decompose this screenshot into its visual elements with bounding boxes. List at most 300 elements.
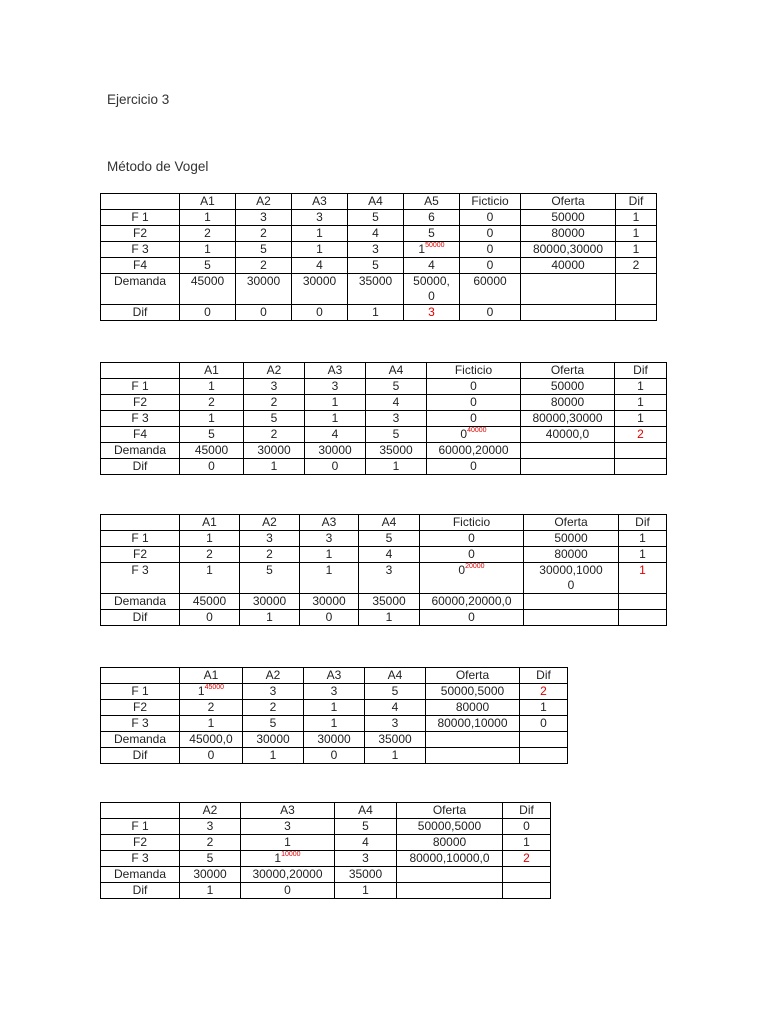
table-cell [348,274,404,305]
table-cell [524,563,619,594]
table-cell [236,274,292,305]
vogel-table-4 [100,667,568,764]
table-cell [619,547,667,563]
table-cell [180,883,241,899]
table-cell [240,610,300,626]
table-cell [101,835,180,851]
cell-value: 5 [204,258,211,272]
cell-value: 5 [392,379,400,393]
table-cell [520,700,568,716]
table-cell [420,547,524,563]
cell-value: 80000 [554,547,588,561]
table-cell [241,819,335,835]
cell-value: 3 [391,716,399,730]
cell-value: 30000,20000 [252,867,323,881]
cell-value: 5 [385,531,393,545]
cell-value: F 1 [131,210,149,224]
table-cell [359,547,420,563]
cell-value: A3 [327,363,343,377]
cell-value: A1 [204,363,219,377]
table-cell [101,563,180,594]
cell-value: 0 [207,748,215,762]
table-cell [241,803,335,819]
cell-value: 1 [206,563,213,577]
table-cell [503,851,551,867]
cell-value: 1 [632,242,640,256]
cell-value: 0 [486,210,494,224]
table-cell [304,716,365,732]
cell-value: 30000 [246,274,281,288]
cell-value: 0 [284,883,291,897]
table-cell [305,363,366,379]
table-cell [460,274,521,305]
table-cell [619,610,667,626]
table-cell [241,867,335,883]
table-cell [615,411,667,427]
table-cell [420,563,524,594]
header-row [101,194,657,210]
cell-value: Dif [132,305,148,319]
table-cell [304,668,365,684]
table-cell [180,363,244,379]
table-cell [404,274,460,305]
table-cell [304,748,365,764]
header-row [101,668,568,684]
cell-value: 1 [632,210,640,224]
cell-value: A2 [202,803,218,817]
cell-value: 1 [362,883,369,897]
table-cell [335,835,397,851]
cell-value: 3 [362,851,369,865]
allocation-superscript: 20000 [465,563,485,570]
cell-value: A1 [203,668,219,682]
table-row [101,883,551,899]
cell-value: Demanda [113,732,167,746]
table-cell [304,684,365,700]
table-cell [101,305,180,321]
cell-value: A4 [387,668,403,682]
cell-value: 0 [204,305,211,319]
cell-value: 5 [392,427,400,441]
table-cell [300,547,359,563]
table-cell [366,427,427,443]
table-row [101,716,568,732]
cell-value: Demanda [113,594,167,608]
cell-value: 30000,1000 0 [539,563,603,592]
cell-value: 0 [470,459,477,473]
table-cell [300,594,359,610]
vogel-table-2 [100,362,667,475]
cell-value: 1 [208,411,215,425]
table-row [101,395,667,411]
cell-value: F 3 [131,242,149,256]
cell-value: 1 [331,411,339,425]
cell-value: 2 [206,547,213,561]
cell-value: 0 [458,563,466,577]
cell-value: Dif [132,459,148,473]
cell-value: 1 [208,379,215,393]
table-cell [619,594,667,610]
table-cell [101,732,180,748]
table-cell [366,443,427,459]
table-cell [180,748,243,764]
table-cell [404,194,460,210]
table-cell [426,716,520,732]
cell-value: 1 [330,700,338,714]
table-cell [101,242,180,258]
table-row [101,835,551,851]
cell-value: 0 [470,411,477,425]
table-cell [521,258,616,274]
cell-value: 5 [269,716,277,730]
cell-value: 3 [269,684,277,698]
table-cell [180,427,244,443]
table-cell [365,716,426,732]
table-row [101,411,667,427]
table-cell [236,210,292,226]
cell-value: 1 [206,531,213,545]
table-cell [615,443,667,459]
table-cell [359,594,420,610]
table-cell [615,427,667,443]
table-cell [101,363,180,379]
table-cell [359,531,420,547]
cell-value: 2 [270,395,278,409]
vogel-table-3 [100,514,667,626]
cell-value: Oferta [554,515,588,529]
cell-value: 2 [260,226,267,240]
cell-value: F 1 [131,531,149,545]
cell-value: 35000 [348,867,383,881]
table-cell [520,748,568,764]
table-cell [365,668,426,684]
table-cell [365,748,426,764]
table-cell [503,803,551,819]
table-cell [616,258,657,274]
cell-value: 1 [418,242,426,256]
table-cell [243,700,304,716]
table-cell [240,531,300,547]
table-cell [236,242,292,258]
table-cell [101,531,180,547]
table-row [101,531,667,547]
cell-value: 80000,10000 [437,716,508,730]
table-cell [101,411,180,427]
table-cell [180,716,243,732]
cell-value: 4 [392,395,400,409]
table-cell [427,443,521,459]
table-row [101,867,551,883]
table-cell [243,732,304,748]
table-cell [180,610,240,626]
cell-value: A1 [202,515,217,529]
table-cell [366,459,427,475]
table-row [101,748,568,764]
table-cell [241,883,335,899]
cell-value: 1 [540,700,547,714]
cell-value: 3 [206,819,214,833]
cell-value: 80000,10000,0 [409,851,490,865]
cell-value: 2 [204,226,211,240]
table-cell [404,226,460,242]
table-cell [243,684,304,700]
cell-value: 35000 [358,274,393,288]
cell-value: F 1 [131,819,149,833]
table-cell [292,226,348,242]
table-row [101,563,667,594]
document-title: Ejercicio 3 [107,92,170,107]
table-cell [180,194,236,210]
table-cell [460,305,521,321]
table-cell [427,379,521,395]
cell-value: 60000,20000 [438,443,509,457]
cell-value: A3 [312,194,327,208]
table-cell [300,515,359,531]
table-cell [180,242,236,258]
table-cell [243,748,304,764]
table-cell [180,563,240,594]
table-cell [305,395,366,411]
table-cell [236,305,292,321]
cell-value: 2 [637,427,644,441]
table-cell [101,194,180,210]
table-cell [426,732,520,748]
table-cell [615,459,667,475]
table-cell [616,242,657,258]
table-cell [521,427,615,443]
table-cell [348,242,404,258]
cell-value: 3 [266,531,273,545]
table-cell [241,851,335,867]
table-cell [427,395,521,411]
cell-value: 2 [540,684,547,698]
cell-value: 4 [331,427,339,441]
cell-value: 4 [372,226,379,240]
cell-value: 0 [540,716,547,730]
table-cell [335,819,397,835]
table-cell [101,547,180,563]
cell-value: 2 [207,700,215,714]
cell-value: A3 [326,668,342,682]
table-cell [180,803,241,819]
cell-value: 1 [204,210,211,224]
table-cell [101,851,180,867]
table-cell [619,563,667,594]
cell-value: 30000 [302,274,337,288]
cell-value: 80000,30000 [532,411,603,425]
table-cell [404,305,460,321]
table-cell [397,835,503,851]
cell-value: 1 [316,226,323,240]
table-cell [180,732,243,748]
cell-value: 30000 [318,443,352,457]
table-cell [427,411,521,427]
cell-value: F 3 [131,563,149,577]
cell-value: F 1 [131,684,149,698]
cell-value: Dif [132,748,148,762]
table-cell [244,379,305,395]
cell-value: Dif [536,668,551,682]
table-cell [180,835,241,851]
table-cell [460,194,521,210]
header-row [101,515,667,531]
table-cell [420,594,524,610]
cell-value: 3 [385,563,393,577]
table-cell [366,363,427,379]
table-cell [292,210,348,226]
table-cell [366,379,427,395]
table-cell [244,363,305,379]
cell-value: 35000 [379,443,413,457]
table-cell [101,748,180,764]
cell-value: 50000 [551,210,585,224]
cell-value: 1 [639,531,646,545]
table-cell [101,226,180,242]
table-cell [300,531,359,547]
table-cell [305,411,366,427]
table-cell [365,684,426,700]
cell-value: Demanda [113,443,167,457]
table-cell [180,851,241,867]
table-cell [101,668,180,684]
cell-value: 3 [316,210,323,224]
cell-value: Oferta [455,668,490,682]
table-cell [397,867,503,883]
table-cell [335,803,397,819]
method-subtitle: Método de Vogel [107,159,209,174]
table-cell [180,594,240,610]
table-cell [240,563,300,594]
cell-value: 1 [316,242,323,256]
cell-value: 5 [391,684,399,698]
cell-value: 5 [208,427,215,441]
cell-value: A4 [388,363,404,377]
cell-value: 30000 [317,732,351,746]
table-cell [292,242,348,258]
table-cell [404,258,460,274]
table-cell [292,258,348,274]
table-cell [619,531,667,547]
table-cell [101,210,180,226]
cell-value: 4 [362,835,369,849]
table-cell [397,803,503,819]
cell-value: 0 [523,819,530,833]
cell-value: 6 [428,210,435,224]
cell-value: 1 [330,716,338,730]
table-cell [101,610,180,626]
cell-value: 1 [385,610,393,624]
cell-value: 2 [523,851,530,865]
table-cell [180,411,244,427]
table-cell [404,242,460,258]
table-cell [365,732,426,748]
table-cell [292,194,348,210]
table-cell [426,748,520,764]
table-cell [524,531,619,547]
cell-value: 0 [486,242,494,256]
table-row [101,459,667,475]
table-cell [335,883,397,899]
table-cell [101,515,180,531]
table-cell [521,226,616,242]
cell-value: 30000 [312,594,346,608]
cell-value: 5 [428,226,435,240]
cell-value: 0 [316,305,323,319]
cell-value: A3 [321,515,337,529]
table-cell [305,427,366,443]
table-cell [101,258,180,274]
table-cell [244,411,305,427]
table-cell [616,194,657,210]
table-row [101,684,568,700]
table-cell [101,867,180,883]
cell-value: 3 [330,684,338,698]
table-cell [503,867,551,883]
cell-value: 5 [266,563,273,577]
cell-value: 60000,20000,0 [431,594,512,608]
cell-value: 30000 [257,443,291,457]
cell-value: 1 [637,395,644,409]
table-cell [426,700,520,716]
cell-value: 1 [391,748,399,762]
cell-value: 0 [206,610,213,624]
cell-value: A2 [266,363,282,377]
cell-value: 0 [470,379,477,393]
table-cell [427,459,521,475]
table-cell [180,379,244,395]
vogel-table-1 [100,193,657,321]
table-cell [521,242,616,258]
cell-value: 1 [284,835,291,849]
cell-value: 45000 [194,443,229,457]
table-cell [101,427,180,443]
cell-value: 4 [316,258,323,272]
cell-value: 0 [331,459,339,473]
cell-value: 50000,5000 [417,819,482,833]
cell-value: A3 [280,803,295,817]
table-cell [348,258,404,274]
table-cell [348,210,404,226]
table-cell [524,547,619,563]
cell-value: 45000 [190,274,225,288]
table-cell [521,210,616,226]
cell-value: 1 [270,459,278,473]
table-cell [300,610,359,626]
table-cell [335,867,397,883]
table-cell [365,700,426,716]
cell-value: 2 [632,258,640,272]
cell-value: 2 [266,547,273,561]
table-cell [619,515,667,531]
table-cell [615,395,667,411]
table-cell [397,819,503,835]
cell-value: 80000 [455,700,490,714]
table-cell [335,851,397,867]
table-cell [426,668,520,684]
cell-value: 1 [639,563,646,577]
cell-value: F 3 [131,851,149,865]
table-cell [101,379,180,395]
cell-value: A2 [256,194,271,208]
table-cell [520,716,568,732]
table-row [101,258,657,274]
cell-value: F2 [132,226,147,240]
table-row [101,594,667,610]
table-cell [241,835,335,851]
cell-value: 2 [208,395,215,409]
table-cell [180,305,236,321]
cell-value: 1 [637,411,644,425]
